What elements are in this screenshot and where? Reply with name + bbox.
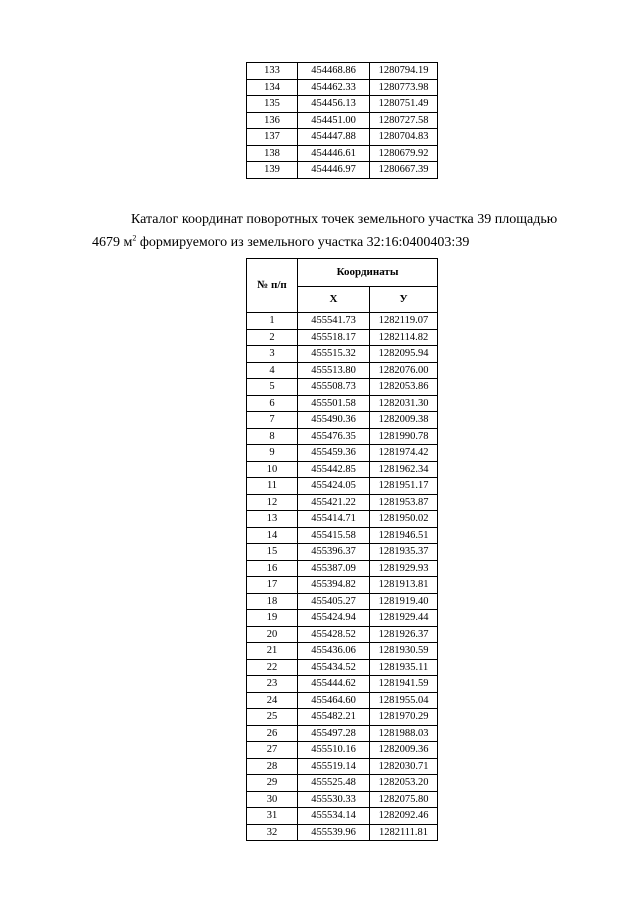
y-coordinate-cell: 1282111.81 (370, 824, 438, 841)
table-row (247, 79, 438, 96)
top-table-body (247, 63, 438, 179)
point-number-cell: 4 (247, 362, 298, 379)
table-row (247, 659, 438, 676)
table-row (247, 725, 438, 742)
y-coordinate-cell: 1282009.36 (370, 742, 438, 759)
point-number-cell: 20 (247, 626, 298, 643)
table-row (247, 445, 438, 462)
y-coordinate-cell: 1281974.42 (370, 445, 438, 462)
point-number-cell: 133 (247, 63, 298, 80)
table-row (247, 527, 438, 544)
x-coordinate-cell: 454446.61 (298, 145, 370, 162)
table-row (247, 676, 438, 693)
header-point-number: № п/п (247, 259, 298, 313)
x-coordinate-cell: 455421.22 (298, 494, 370, 511)
y-coordinate-cell: 1282053.20 (370, 775, 438, 792)
point-number-cell: 18 (247, 593, 298, 610)
x-coordinate-cell: 455394.82 (298, 577, 370, 594)
x-coordinate-cell: 455424.05 (298, 478, 370, 495)
y-coordinate-cell: 1280794.19 (370, 63, 438, 80)
y-coordinate-cell: 1281950.02 (370, 511, 438, 528)
y-coordinate-cell: 1281990.78 (370, 428, 438, 445)
x-coordinate-cell: 455396.37 (298, 544, 370, 561)
y-coordinate-cell: 1281962.34 (370, 461, 438, 478)
point-number-cell: 5 (247, 379, 298, 396)
x-coordinate-cell: 455428.52 (298, 626, 370, 643)
x-coordinate-cell: 455459.36 (298, 445, 370, 462)
table-row (247, 511, 438, 528)
header-x: Х (298, 287, 370, 313)
y-coordinate-cell: 1281941.59 (370, 676, 438, 693)
x-coordinate-cell: 455534.14 (298, 808, 370, 825)
x-coordinate-cell: 455497.28 (298, 725, 370, 742)
x-coordinate-cell: 455510.16 (298, 742, 370, 759)
caption-line-1: Каталог координат поворотных точек земельного участка 39 площадью (131, 212, 558, 227)
y-coordinate-cell: 1280679.92 (370, 145, 438, 162)
point-number-cell: 25 (247, 709, 298, 726)
y-coordinate-cell: 1281935.11 (370, 659, 438, 676)
point-number-cell: 15 (247, 544, 298, 561)
x-coordinate-cell: 455405.27 (298, 593, 370, 610)
x-coordinate-cell: 454447.88 (298, 129, 370, 146)
table-row (247, 162, 438, 179)
table-row (247, 791, 438, 808)
x-coordinate-cell: 455519.14 (298, 758, 370, 775)
x-coordinate-cell: 455518.17 (298, 329, 370, 346)
table-row (247, 709, 438, 726)
point-number-cell: 6 (247, 395, 298, 412)
y-coordinate-cell: 1280704.83 (370, 129, 438, 146)
point-number-cell: 30 (247, 791, 298, 808)
x-coordinate-cell: 455501.58 (298, 395, 370, 412)
table-row (247, 742, 438, 759)
table-row (247, 824, 438, 841)
y-coordinate-cell: 1281951.17 (370, 478, 438, 495)
x-coordinate-cell: 455490.36 (298, 412, 370, 429)
y-coordinate-cell: 1282030.71 (370, 758, 438, 775)
x-coordinate-cell: 455515.32 (298, 346, 370, 363)
table-row (247, 329, 438, 346)
point-number-cell: 19 (247, 610, 298, 627)
point-number-cell: 1 (247, 313, 298, 330)
x-coordinate-cell: 455424.94 (298, 610, 370, 627)
point-number-cell: 23 (247, 676, 298, 693)
table-row (247, 428, 438, 445)
y-coordinate-cell: 1282009.38 (370, 412, 438, 429)
table-row (247, 461, 438, 478)
x-coordinate-cell: 455464.60 (298, 692, 370, 709)
point-number-cell: 135 (247, 96, 298, 113)
header-coordinates: Координаты (298, 259, 438, 287)
point-number-cell: 22 (247, 659, 298, 676)
table-row (247, 313, 438, 330)
caption-area: 4679 м (92, 235, 133, 250)
table-row (247, 412, 438, 429)
point-number-cell: 138 (247, 145, 298, 162)
x-coordinate-cell: 454462.33 (298, 79, 370, 96)
point-number-cell: 31 (247, 808, 298, 825)
point-number-cell: 2 (247, 329, 298, 346)
table-row (247, 775, 438, 792)
y-coordinate-cell: 1280727.58 (370, 112, 438, 129)
table-row (247, 808, 438, 825)
catalog-caption (92, 208, 612, 254)
x-coordinate-cell: 455530.33 (298, 791, 370, 808)
table-row (247, 395, 438, 412)
x-coordinate-cell: 455513.80 (298, 362, 370, 379)
point-number-cell: 13 (247, 511, 298, 528)
x-coordinate-cell: 455434.52 (298, 659, 370, 676)
point-number-cell: 9 (247, 445, 298, 462)
point-number-cell: 32 (247, 824, 298, 841)
x-coordinate-cell: 455444.62 (298, 676, 370, 693)
point-number-cell: 134 (247, 79, 298, 96)
x-coordinate-cell: 455436.06 (298, 643, 370, 660)
table-row (247, 96, 438, 113)
x-coordinate-cell: 455415.58 (298, 527, 370, 544)
caption-area-unit-exponent: 2 (132, 233, 137, 243)
point-number-cell: 27 (247, 742, 298, 759)
main-table-body (247, 313, 438, 841)
point-number-cell: 8 (247, 428, 298, 445)
point-number-cell: 21 (247, 643, 298, 660)
point-number-cell: 11 (247, 478, 298, 495)
y-coordinate-cell: 1281919.40 (370, 593, 438, 610)
point-number-cell: 26 (247, 725, 298, 742)
table-row (247, 494, 438, 511)
point-number-cell: 24 (247, 692, 298, 709)
caption-line-2 (92, 231, 612, 254)
y-coordinate-cell: 1281926.37 (370, 626, 438, 643)
x-coordinate-cell: 455476.35 (298, 428, 370, 445)
y-coordinate-cell: 1282053.86 (370, 379, 438, 396)
main-coordinates-table (246, 258, 438, 841)
point-number-cell: 7 (247, 412, 298, 429)
table-row (247, 112, 438, 129)
point-number-cell: 17 (247, 577, 298, 594)
table-row (247, 610, 438, 627)
y-coordinate-cell: 1282075.80 (370, 791, 438, 808)
y-coordinate-cell: 1281929.44 (370, 610, 438, 627)
y-coordinate-cell: 1282119.07 (370, 313, 438, 330)
point-number-cell: 28 (247, 758, 298, 775)
top-coordinates-table (246, 62, 438, 179)
y-coordinate-cell: 1281970.29 (370, 709, 438, 726)
point-number-cell: 10 (247, 461, 298, 478)
point-number-cell: 137 (247, 129, 298, 146)
table-row (247, 692, 438, 709)
x-coordinate-cell: 455508.73 (298, 379, 370, 396)
table-row (247, 544, 438, 561)
x-coordinate-cell: 455387.09 (298, 560, 370, 577)
point-number-cell: 12 (247, 494, 298, 511)
point-number-cell: 29 (247, 775, 298, 792)
table-row (247, 478, 438, 495)
x-coordinate-cell: 455442.85 (298, 461, 370, 478)
table-row (247, 758, 438, 775)
point-number-cell: 3 (247, 346, 298, 363)
y-coordinate-cell: 1281935.37 (370, 544, 438, 561)
table-row (247, 593, 438, 610)
y-coordinate-cell: 1280751.49 (370, 96, 438, 113)
y-coordinate-cell: 1282092.46 (370, 808, 438, 825)
table-row (247, 362, 438, 379)
x-coordinate-cell: 455525.48 (298, 775, 370, 792)
table-row (247, 145, 438, 162)
table-row (247, 129, 438, 146)
caption-source-parcel: формируемого из земельного участка 32:16:0400403:39 (136, 235, 470, 250)
y-coordinate-cell: 1281913.81 (370, 577, 438, 594)
y-coordinate-cell: 1281929.93 (370, 560, 438, 577)
y-coordinate-cell: 1282076.00 (370, 362, 438, 379)
table-row (247, 346, 438, 363)
y-coordinate-cell: 1281988.03 (370, 725, 438, 742)
y-coordinate-cell: 1282095.94 (370, 346, 438, 363)
x-coordinate-cell: 454451.00 (298, 112, 370, 129)
main-table-header (247, 259, 438, 313)
point-number-cell: 16 (247, 560, 298, 577)
x-coordinate-cell: 455541.73 (298, 313, 370, 330)
y-coordinate-cell: 1282114.82 (370, 329, 438, 346)
x-coordinate-cell: 454446.97 (298, 162, 370, 179)
header-y: У (370, 287, 438, 313)
table-row (247, 63, 438, 80)
x-coordinate-cell: 455414.71 (298, 511, 370, 528)
x-coordinate-cell: 455539.96 (298, 824, 370, 841)
point-number-cell: 139 (247, 162, 298, 179)
y-coordinate-cell: 1280667.39 (370, 162, 438, 179)
table-row (247, 560, 438, 577)
table-row (247, 379, 438, 396)
x-coordinate-cell: 454456.13 (298, 96, 370, 113)
y-coordinate-cell: 1281955.04 (370, 692, 438, 709)
y-coordinate-cell: 1281930.59 (370, 643, 438, 660)
table-row (247, 626, 438, 643)
y-coordinate-cell: 1280773.98 (370, 79, 438, 96)
point-number-cell: 136 (247, 112, 298, 129)
y-coordinate-cell: 1282031.30 (370, 395, 438, 412)
point-number-cell: 14 (247, 527, 298, 544)
x-coordinate-cell: 454468.86 (298, 63, 370, 80)
table-row (247, 577, 438, 594)
y-coordinate-cell: 1281953.87 (370, 494, 438, 511)
table-row (247, 643, 438, 660)
y-coordinate-cell: 1281946.51 (370, 527, 438, 544)
x-coordinate-cell: 455482.21 (298, 709, 370, 726)
